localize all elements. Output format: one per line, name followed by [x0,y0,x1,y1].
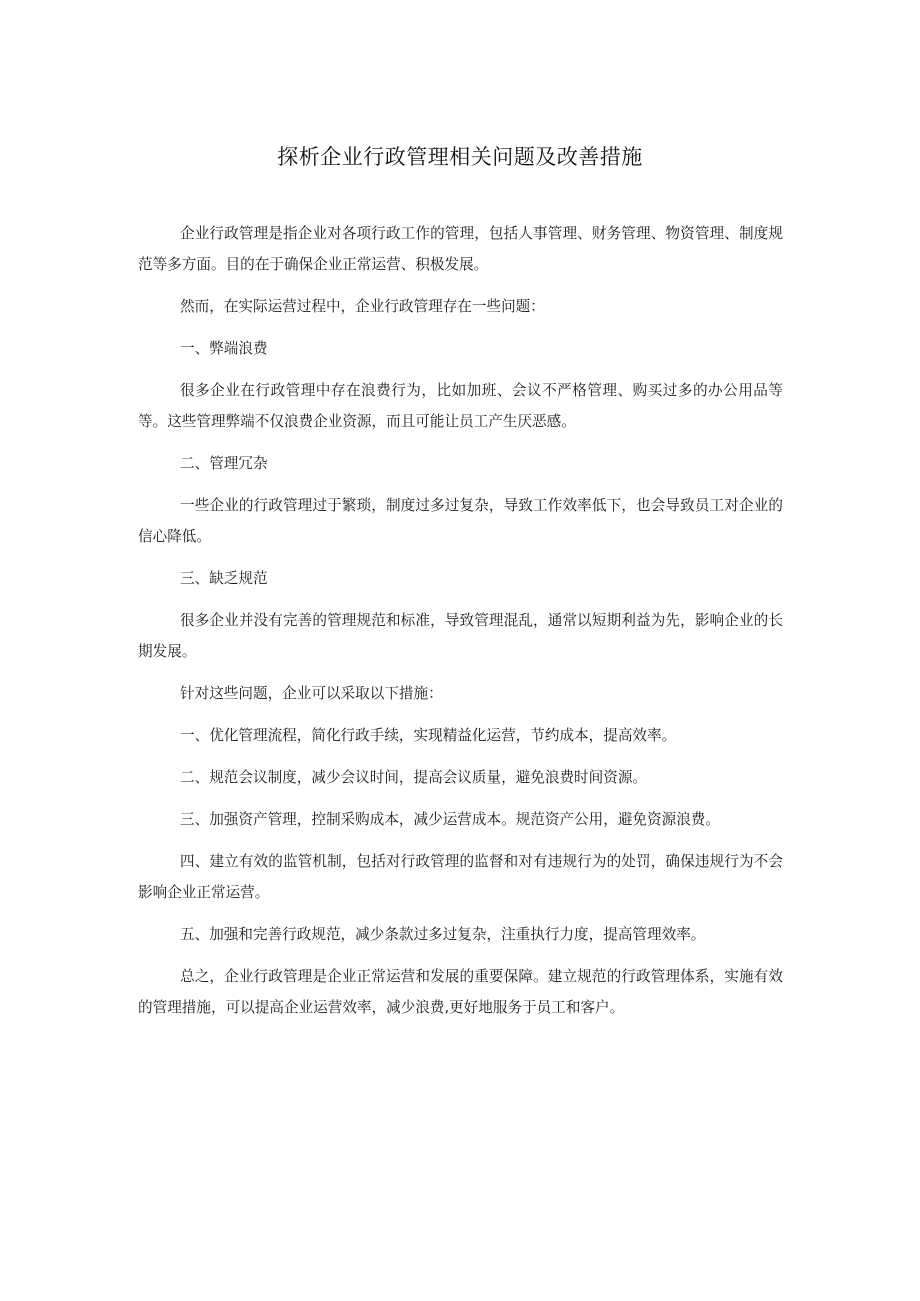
measure-2: 二、规范会议制度，减少会议时间，提高会议质量，避免浪费时间资源。 [180,769,648,786]
measure-3: 三、加强资产管理，控制采购成本，减少运营成本。规范资产公用，避免资源浪费。 [180,811,720,828]
paragraph-measures-lead: 针对这些问题，企业可以采取以下措施： [180,685,443,702]
measure-1: 一、优化管理流程，简化行政手续，实现精益化运营，节约成本，提高效率。 [180,727,677,744]
document-body [138,218,783,1023]
document-title: 探析企业行政管理相关问题及改善措施 [277,145,643,169]
heading-problem-1: 一、弊端浪费 [180,340,268,357]
paragraph-intro: 企业行政管理是指企业对各项行政工作的管理，包括人事管理、财务管理、物资管理、制度规范等多方面。目的在于确保企业正常运营、积极发展。 [138,225,783,273]
paragraph-problem-1: 很多企业在行政管理中存在浪费行为，比如加班、会议不严格管理、购买过多的办公用品等等。这些管理弊端不仅浪费企业资源，而且可能让员工产生厌恶感。 [138,382,783,430]
paragraph-problems-lead: 然而，在实际运营过程中，企业行政管理存在一些问题： [180,298,545,315]
measure-4: 四、建立有效的监管机制，包括对行政管理的监督和对有违规行为的处罚，确保违规行为不会影响企业正常运营。 [138,853,783,901]
measure-5: 五、加强和完善行政规范，减少条款过多过复杂，注重执行力度，提高管理效率。 [180,926,706,943]
heading-problem-2: 二、管理冗杂 [180,455,268,472]
paragraph-problem-3: 很多企业并没有完善的管理规范和标准，导致管理混乱，通常以短期利益为先，影响企业的长期发展。 [138,612,783,660]
paragraph-problem-2: 一些企业的行政管理过于繁琐，制度过多过复杂，导致工作效率低下，也会导致员工对企业的信心降低。 [138,497,783,545]
heading-problem-3: 三、缺乏规范 [180,570,268,587]
paragraph-conclusion: 总之，企业行政管理是企业正常运营和发展的重要保障。建立规范的行政管理体系，实施有效的管理措施，可以提高企业运营效率，减少浪费,更好地服务于员工和客户。 [138,968,783,1016]
